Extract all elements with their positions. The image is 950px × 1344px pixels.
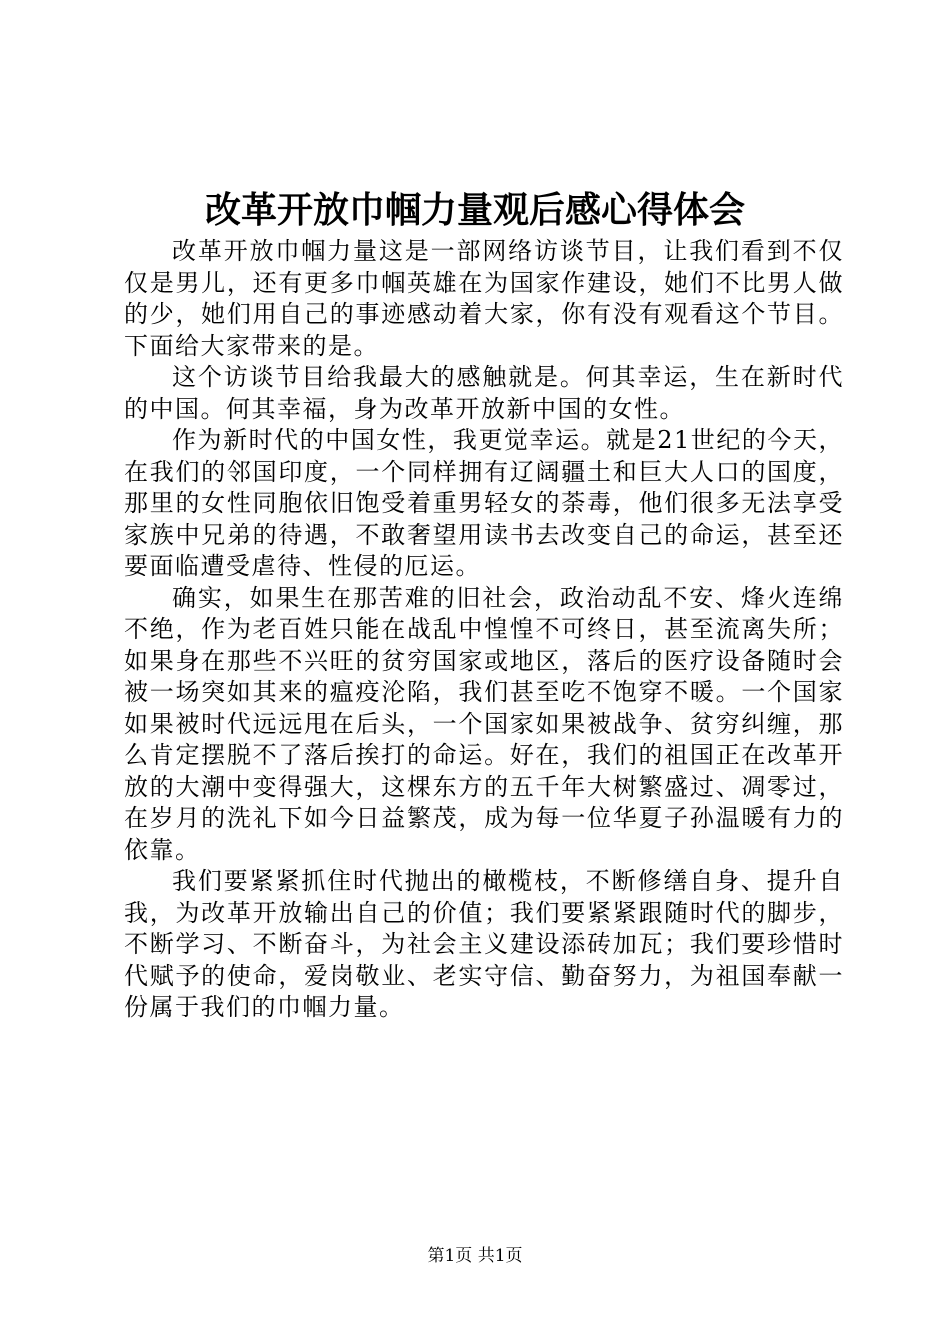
page-footer: 第1页 共1页 (427, 1246, 523, 1266)
document-title: 改革开放巾帼力量观后感心得体会 (204, 189, 745, 231)
paragraph-fortune: 作为新时代的中国女性，我更觉幸运。就是21世纪的今天，在我们的邻国印度，一个同样拥有辽阔疆土和巨大人口的国度，那里的女性同胞依旧饱受着重男轻女的荼毒，他们很多无法享受家族中兄弟的待遇，不敢奢望用读书去改变自己的命运，甚至还要面临遭受虐待、性侵的厄运。 (124, 426, 844, 580)
paragraph-conclusion: 我们要紧紧抓住时代抛出的橄榄枝，不断修缮自身、提升自我，为改革开放输出自己的价值；我们要紧紧跟随时代的脚步，不断学习、不断奋斗，为社会主义建设添砖加瓦；我们要珍惜时代赋予的使命，爱岗敬业、老实守信、勤奋努力，为祖国奉献一份属于我们的巾帼力量。 (124, 867, 844, 1021)
paragraph-feeling: 这个访谈节目给我最大的感触就是。何其幸运，生在新时代的中国。何其幸福，身为改革开放新中国的女性。 (124, 363, 844, 423)
paragraph-intro: 改革开放巾帼力量这是一部网络访谈节目，让我们看到不仅仅是男儿，还有更多巾帼英雄在为国家作建设，她们不比男人做的少，她们用自己的事迹感动着大家，你有没有观看这个节目。下面给大家带来的是。 (124, 237, 844, 360)
document-body (124, 236, 844, 1024)
paragraph-history: 确实，如果生在那苦难的旧社会，政治动乱不安、烽火连绵不绝，作为老百姓只能在战乱中惶惶不可终日，甚至流离失所；如果身在那些不兴旺的贫穷国家或地区，落后的医疗设备随时会被一场突如其来的瘟疫沦陷，我们甚至吃不饱穿不暖。一个国家如果被时代远远甩在后头，一个国家如果被战争、贫穷纠缠，那么肯定摆脱不了落后挨打的命运。好在，我们的祖国正在改革开放的大潮中变得强大，这棵东方的五千年大树繁盛过、凋零过，在岁月的洗礼下如今日益繁茂，成为每一位华夏子孙温暖有力的依靠。 (124, 583, 844, 864)
